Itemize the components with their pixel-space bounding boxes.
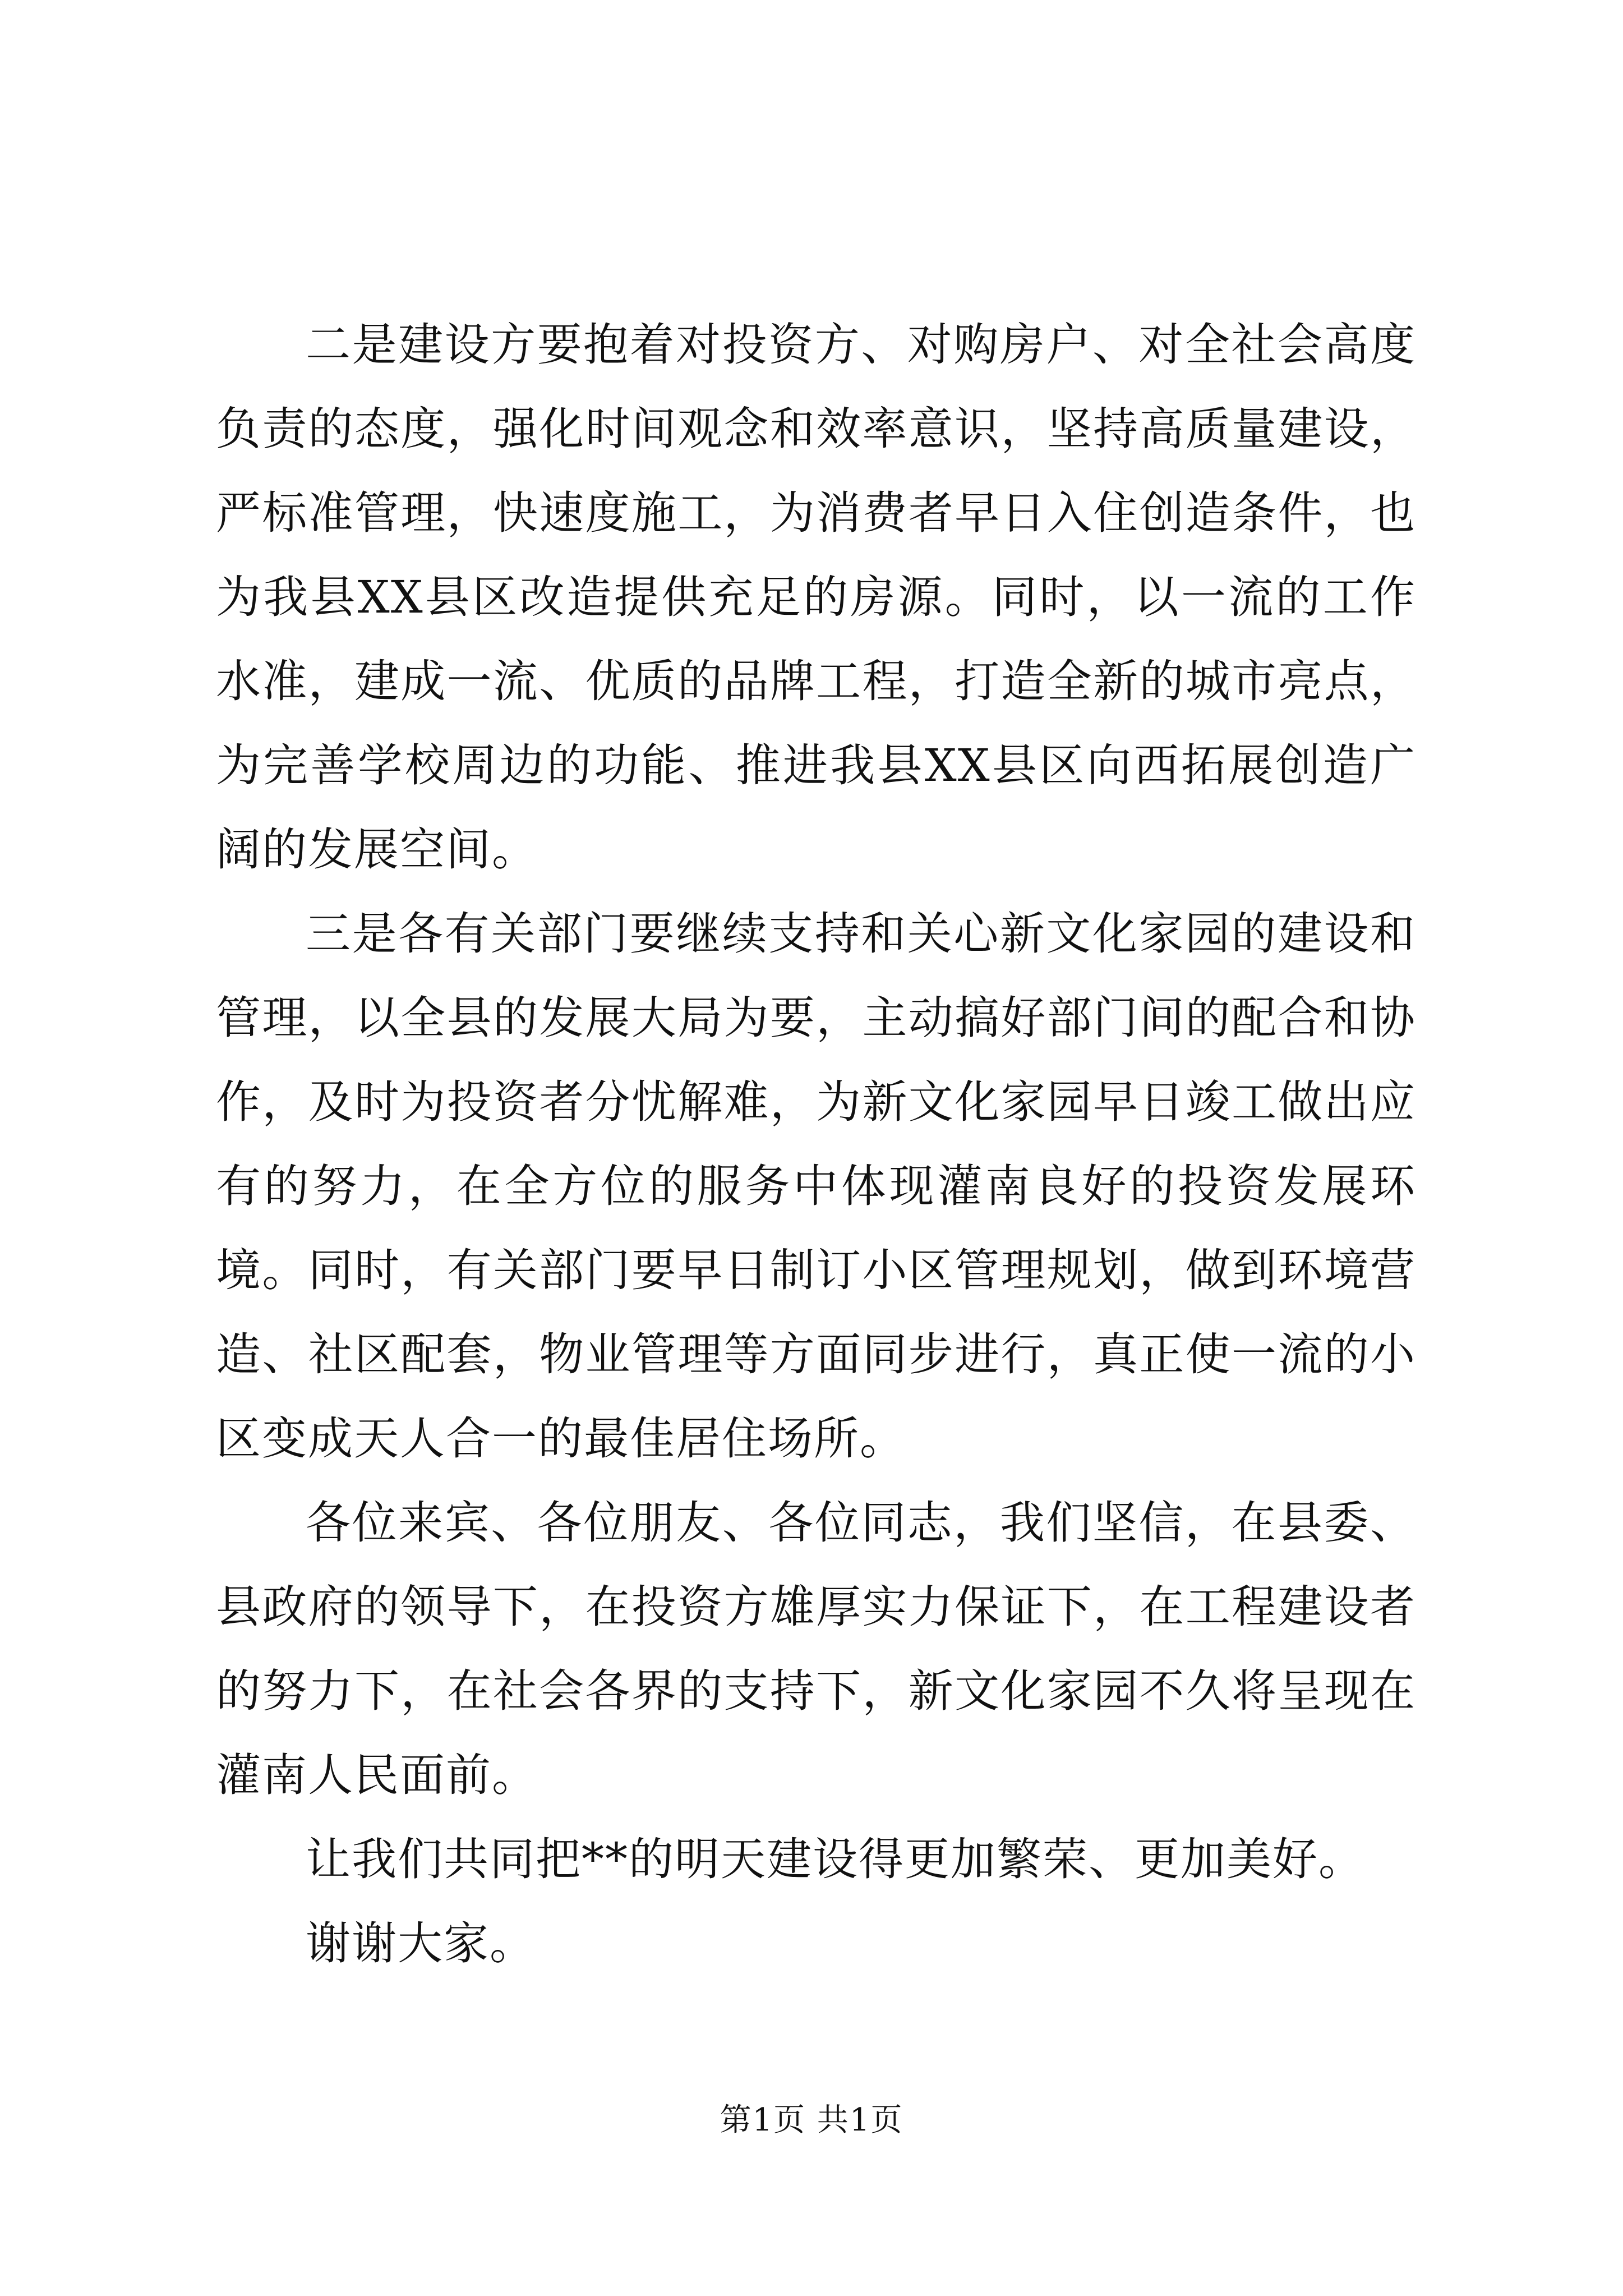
paragraph-call-to-action: 让我们共同把**的明天建设得更加繁荣、更加美好。 [306,1833,1364,1885]
document-body [216,303,1416,1986]
paragraph-2-construction: 二是建设方要抱着对投资方、对购房户、对全社会高度负责的态度，强化时间观念和效率意识，坚持高质量建设，严标准管理，快速度施工，为消费者早日入住创造条件，也为我县XX县区改造提供充足的房源。同时，以一流的工作水准，建成一流、优质的品牌工程，打造全新的城市亮点，为完善学校周边的功能、推进我县XX县区向西拓展创造广阔的发展空间。 [216,319,1416,876]
paragraph-3-departments: 三是各有关部门要继续支持和关心新文化家园的建设和管理，以全县的发展大局为要，主动搞好部门间的配合和协作，及时为投资者分忧解难，为新文化家园早日竣工做出应有的努力，在全方位的服务中体现灌南良好的投资发展环境。同时，有关部门要早日制订小区管理规划，做到环境营造、社区配套，物业管理等方面同步进行，真正使一流的小区变成天人合一的最佳居住场所。 [216,908,1416,1465]
paragraph-guests-belief: 各位来宾、各位朋友、各位同志，我们坚信，在县委、县政府的领导下，在投资方雄厚实力保证下，在工程建设者的努力下，在社会各界的支持下，新文化家园不久将呈现在灌南人民面前。 [216,1497,1416,1801]
paragraph-thanks: 谢谢大家。 [306,1917,536,1970]
page-number-footer: 第1页 共1页 [720,2102,903,2138]
